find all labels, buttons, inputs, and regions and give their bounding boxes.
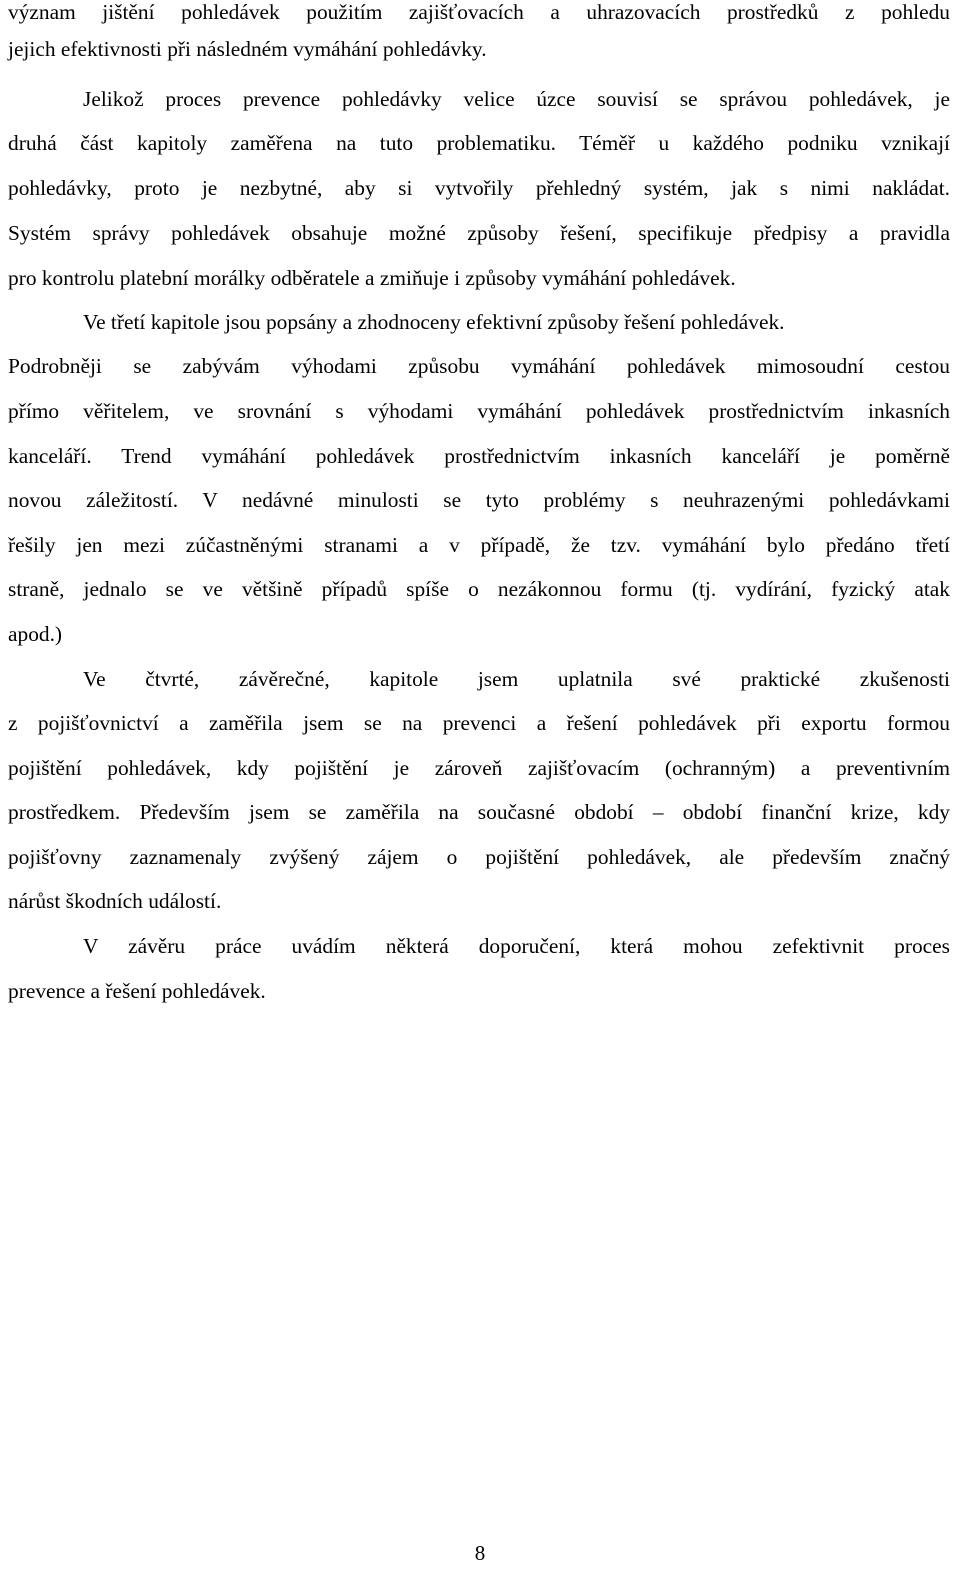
text-line: prostředkem. Především jsem se zaměřila na současné období – období finanční krize, kdy [8,800,950,824]
text-line: z pojišťovnictví a zaměřila jsem se na prevenci a řešení pohledávek při exportu formou [8,711,950,735]
text-line: jejich efektivnosti při následném vymáhání pohledávky. [8,37,487,61]
page-number: 8 [474,1541,486,1565]
text-line: pojišťovny zaznamenaly zvýšený zájem o pojištění pohledávek, ale především značný [8,845,950,869]
text-line: V závěru práce uvádím některá doporučení, která mohou zefektivnit proces [83,934,950,958]
text-line: řešily jen mezi zúčastněnými stranami a v případě, že tzv. vymáhání bylo předáno třetí [8,533,950,557]
text-line: nárůst škodních událostí. [8,889,222,913]
text-line: Systém správy pohledávek obsahuje možné způsoby řešení, specifikuje předpisy a pravidla [8,221,950,245]
text-line: novou záležitostí. V nedávné minulosti se tyto problémy s neuhrazenými pohledávkami [8,488,950,512]
text-line: význam jištění pohledávek použitím zajišťovacích a uhrazovacích prostředků z pohledu [8,0,950,24]
text-line: Jelikož proces prevence pohledávky velice úzce souvisí se správou pohledávek, je [83,87,950,111]
text-line: druhá část kapitoly zaměřena na tuto problematiku. Téměř u každého podniku vznikají [8,131,950,155]
text-line: Ve třetí kapitole jsou popsány a zhodnoceny efektivní způsoby řešení pohledávek. [83,310,785,334]
text-line: Podrobněji se zabývám výhodami způsobu vymáhání pohledávek mimosoudní cestou [8,354,950,378]
text-line: pro kontrolu platební morálky odběratele a zmiňuje i způsoby vymáhání pohledávek. [8,266,736,290]
text-line: Ve čtvrté, závěrečné, kapitole jsem uplatnila své praktické zkušenosti [83,667,950,691]
text-line: prevence a řešení pohledávek. [8,979,266,1003]
text-line: přímo věřitelem, ve srovnání s výhodami vymáhání pohledávek prostřednictvím inkasních [8,399,950,423]
text-line: pojištění pohledávek, kdy pojištění je zároveň zajišťovacím (ochranným) a preventivním [8,756,950,780]
text-line: pohledávky, proto je nezbytné, aby si vytvořily přehledný systém, jak s nimi nakládat. [8,176,950,200]
text-line: kanceláří. Trend vymáhání pohledávek prostřednictvím inkasních kanceláří je poměrně [8,444,950,468]
text-line: apod.) [8,622,63,646]
text-line: straně, jednalo se ve většině případů spíše o nezákonnou formu (tj. vydírání, fyzický atak [8,577,950,601]
